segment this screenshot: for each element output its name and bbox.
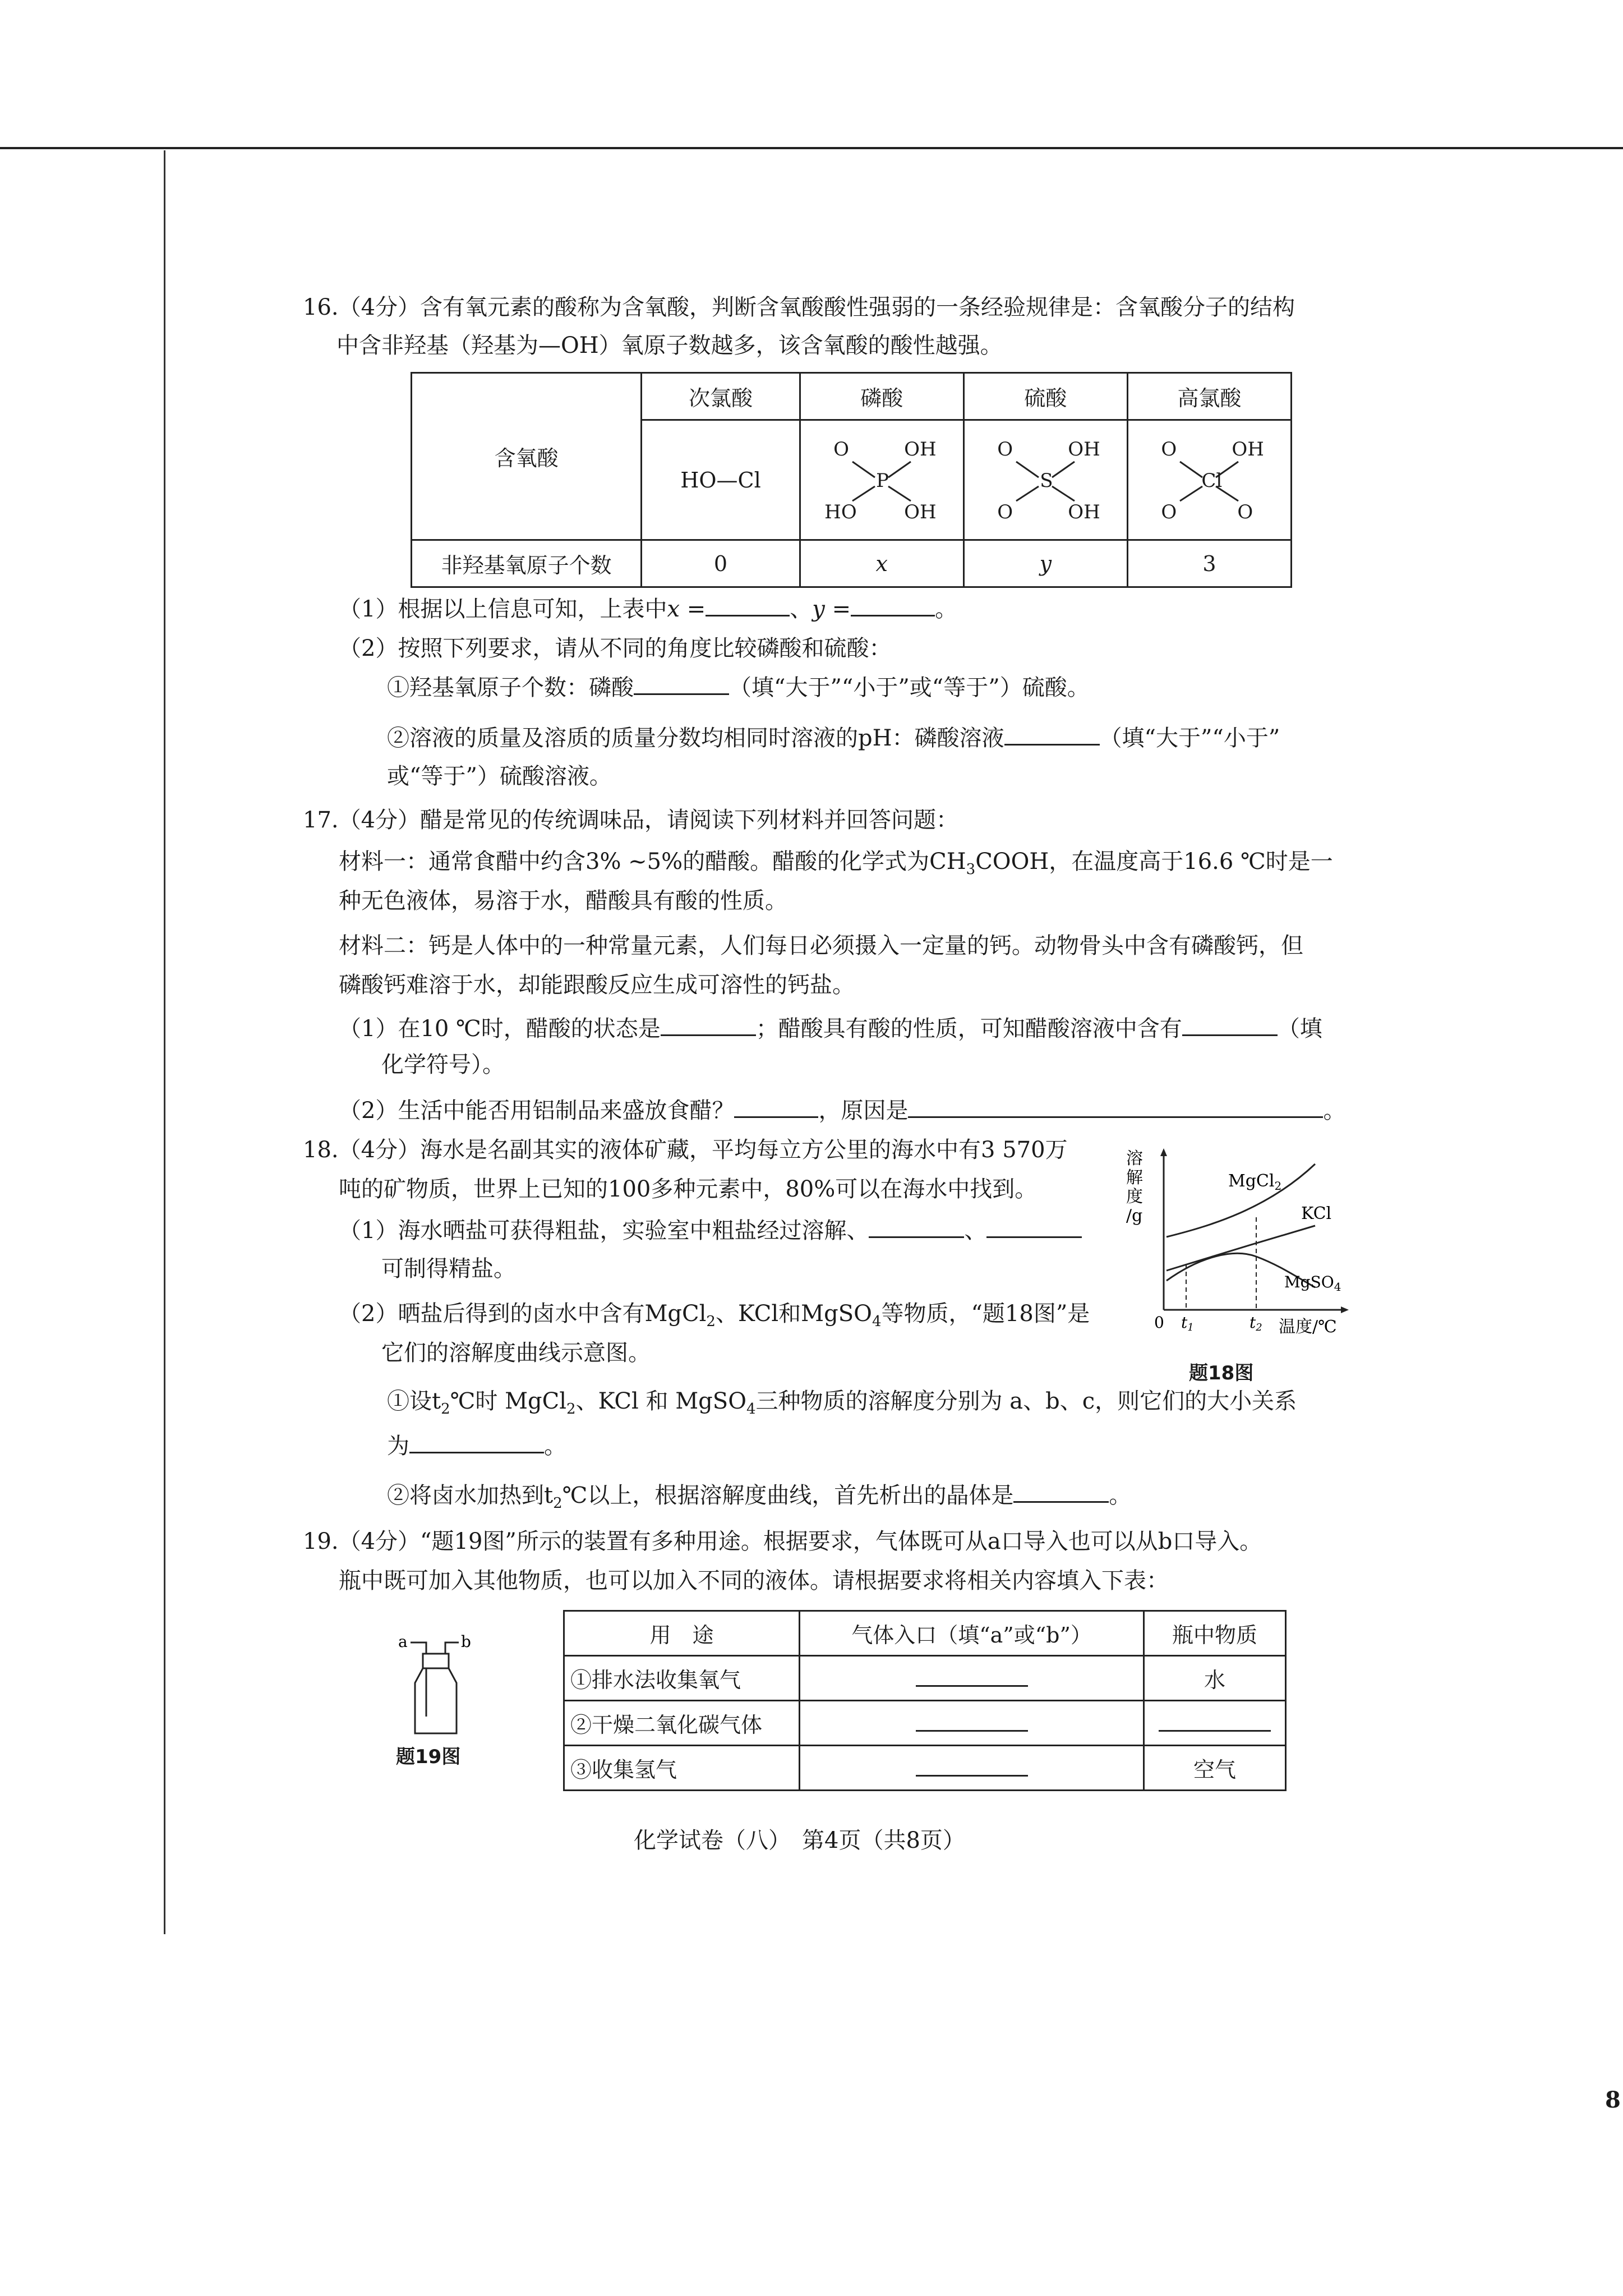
q16-perc-structure [1127,420,1291,540]
q16-sub1: （1）根据以上信息可知，上表中x = 、y = 。 [339,595,957,624]
q16-header-hclo: 次氯酸 [642,373,800,420]
phos-bl: HO [824,500,857,523]
q17-sub2: （2）生活中能否用铝制品来盛放食醋？ ，原因是 。 [339,1096,1345,1125]
perc-tr: OH [1232,438,1264,461]
q17-sub1: （1）在10 ℃时，醋酸的状态是 ；醋酸具有酸的性质，可知醋酸溶液中含有 （填 [339,1014,1322,1043]
chart-t1: t1 [1181,1313,1194,1333]
q19-gas-bottle-figure [387,1627,488,1756]
perc-tl: O [1161,438,1177,461]
chart-t2: t2 [1249,1313,1262,1333]
q16-header-phosphoric: 磷酸 [800,373,963,420]
q17-material1: 材料一：通常食醋中约含3% ~5%的醋酸。醋酸的化学式为$CH_3COOH$，在温度高于16.6 ℃时是一 [339,849,1333,878]
q18-sub2-2: ②将卤水加热到$t_2℃$以上，根据溶解度曲线，首先析出的晶体是 。 [387,1481,1131,1518]
q16-sub2: （2）按照下列要求，请从不同的角度比较磷酸和硫酸： [339,636,892,661]
q17-material2: 材料二：钙是人体中的一种常量元素，人们每日必须摄入一定量的钙。动物骨头中含有磷酸钙，但 [339,933,1303,959]
sulf-bl: O [997,500,1013,523]
sulf-tr: OH [1068,438,1100,461]
q19-table [563,1610,1287,1791]
q19-row1-inlet [800,1656,1144,1701]
sulf-br: OH [1068,500,1100,523]
q17-blank-reason[interactable] [908,1096,1323,1118]
chart-origin: 0 [1154,1313,1164,1332]
q18-blank-relation[interactable] [409,1432,544,1453]
q16-sub2-2-cont: 或“等于”）硫酸溶液。 [387,763,612,789]
q16-phos-structure [800,420,963,540]
q16-line2: 中含非羟基（羟基为—OH）氧原子数越多，该含氧酸的酸性越强。 [336,333,1003,358]
q17-blank-symbol[interactable] [1182,1014,1278,1036]
q18-sub2-1-cont: 为 。 [387,1432,566,1461]
q19-row3-inlet [800,1746,1144,1791]
q16-row2-hclo: 0 [642,540,800,587]
q19-blank-substance-2[interactable] [1159,1710,1271,1732]
q16-row2-y: y [963,540,1127,587]
q19-line2: 瓶中既可加入其他物质，也可以加入不同的液体。请根据要求将相关内容填入下表： [339,1568,1169,1594]
label-mgcl2: MgCl$_2$ [1228,1171,1282,1193]
q19-line1: 19.（4分）“题19图”所示的装置有多种用途。根据要求，气体既可从a口导入也可以从b口导入。 [303,1529,1262,1554]
q19-row2-inlet [800,1701,1144,1746]
perc-center: Cl [1201,469,1223,492]
q16-table [411,372,1292,588]
phos-tl: O [833,438,850,461]
q18-line1: 18.（4分）海水是名副其实的液体矿藏，平均每立方公里的海水中有3 570万 [303,1137,1068,1163]
q16-row2-label: 非羟基氧原子个数 [412,540,642,587]
curve-kcl [1166,1226,1315,1271]
q16-row1-label: 含氧酸 [412,373,642,540]
label-a: a [398,1632,408,1651]
bottle-body [415,1668,457,1733]
corner-page-number: 8 [1605,2087,1621,2113]
q17-material1-cont: 种无色液体，易溶于水，醋酸具有酸的性质。 [339,888,787,914]
q19-figure-caption: 题19图 [396,1746,461,1768]
q19-header-inlet: 气体入口（填“a”或“b”） [800,1611,1144,1656]
top-border-line [0,147,1623,149]
chart-ylabel-1: 溶 [1126,1149,1143,1168]
q16-row2-perc: 3 [1127,540,1291,587]
q18-blank-crystal[interactable] [1013,1481,1109,1503]
chart-ylabel-4: /g [1126,1206,1143,1226]
q18-sub1-cont: 可制得精盐。 [381,1256,516,1282]
q19-header-use: 用 途 [564,1611,800,1656]
q18-sub2-cont: 它们的溶解度曲线示意图。 [381,1340,651,1366]
q16-sub2-1: ①羟基氧原子个数：磷酸 （填“大于”“小于”或“等于”）硫酸。 [387,673,1090,702]
q19-row2-use: ②干燥二氧化碳气体 [564,1701,800,1746]
label-kcl: KCl [1301,1204,1332,1223]
chart-ylabel-3: 度 [1126,1187,1143,1207]
bottle-stopper [423,1654,449,1668]
phos-tr: OH [904,438,937,461]
q17-line1: 17.（4分）醋是常见的传统调味品，请阅读下列材料并回答问题： [303,807,959,833]
left-margin-line [164,150,165,1934]
perc-br: O [1237,500,1253,523]
chart-ylabel-2: 解 [1126,1168,1143,1188]
phos-br: OH [904,500,937,523]
q18-figure-caption: 题18图 [1189,1362,1254,1384]
q19-row2-substance [1144,1701,1286,1746]
q16-blank-hydroxyl[interactable] [634,673,729,695]
sulf-tl: O [997,438,1013,461]
phos-center: P [876,469,889,492]
page-footer: 化学试卷（八） 第4页（共8页） [634,1828,965,1853]
chart-xlabel: 温度/℃ [1279,1317,1337,1337]
q19-blank-inlet-3[interactable] [916,1755,1028,1777]
chart-y-arrow [1160,1148,1167,1156]
sulf-center: S [1040,469,1053,492]
q16-sub2-2: ②溶液的质量及溶质的质量分数均相同时溶液的pH：磷酸溶液 （填“大于”“小于” [387,724,1280,753]
q16-line1: 16.（4分）含有氧元素的酸称为含氧酸，判断含氧酸酸性强弱的一条经验规律是：含氧酸分子的结构 [303,295,1295,320]
q18-blank-step2[interactable] [986,1216,1082,1238]
q16-blank-x[interactable] [706,595,790,616]
q19-row3-use: ③收集氢气 [564,1746,800,1791]
q18-solubility-chart [1122,1147,1357,1338]
q16-row2-x: x [800,540,963,587]
q16-header-perchloric: 高氯酸 [1127,373,1291,420]
q19-blank-inlet-2[interactable] [916,1710,1028,1732]
q16-hclo-structure: HO—Cl [642,420,800,540]
q17-sub1-cont: 化学符号）。 [381,1052,505,1078]
q17-material2-cont: 磷酸钙难溶于水，却能跟酸反应生成可溶性的钙盐。 [339,972,855,998]
q18-sub1: （1）海水晒盐可获得粗盐，实验室中粗盐经过溶解、 、 [339,1216,1082,1245]
label-b: b [461,1632,471,1651]
q18-sub2-1: ①设$t_2℃$时 MgCl$_2$、KCl 和 MgSO$_4$三种物质的溶解度分别为 a、b、c，则它们的大小关系 [387,1388,1297,1418]
label-mgso4: MgSO$_4$ [1284,1273,1341,1294]
q16-sulf-structure [963,420,1127,540]
q16-blank-ph[interactable] [1004,724,1100,746]
q17-blank-state[interactable] [661,1014,756,1036]
q19-row1-use: ①排水法收集氧气 [564,1656,800,1701]
q17-blank-can-use[interactable] [734,1096,818,1118]
q18-sub2: （2）晒盐后得到的卤水中含有MgCl$_2$、KCl和MgSO$_4$等物质，“题18图”是 [339,1301,1090,1330]
q19-row3-substance: 空气 [1144,1746,1286,1791]
perc-bl: O [1161,500,1177,523]
q19-blank-inlet-1[interactable] [916,1665,1028,1687]
q16-blank-y[interactable] [851,595,935,616]
q18-line2: 吨的矿物质，世界上已知的100多种元素中，80%可以在海水中找到。 [339,1176,1038,1202]
q18-blank-step1[interactable] [869,1216,964,1238]
chart-x-arrow [1341,1306,1349,1313]
q16-header-sulfuric: 硫酸 [963,373,1127,420]
q19-header-substance: 瓶中物质 [1144,1611,1286,1656]
q19-row1-substance: 水 [1144,1656,1286,1701]
